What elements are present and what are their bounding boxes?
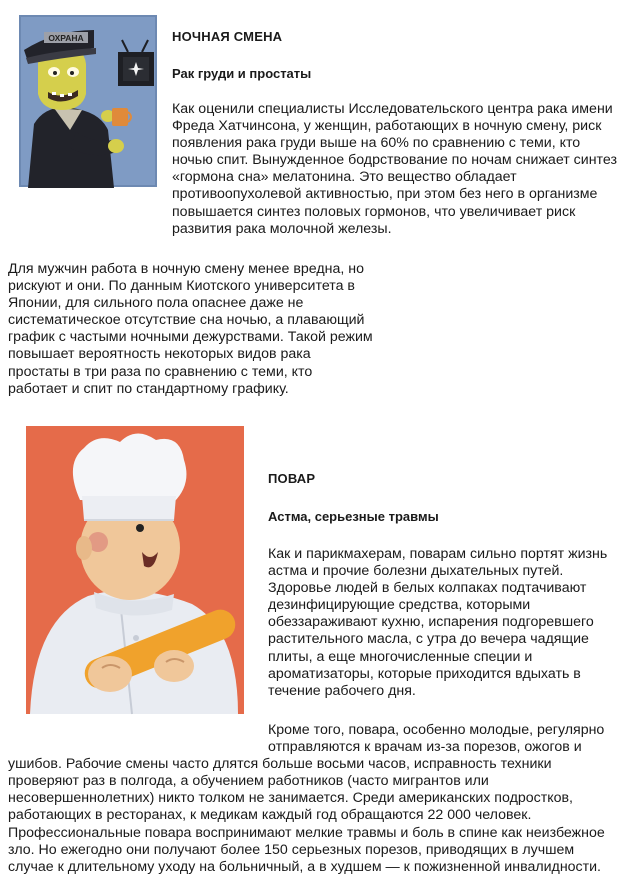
night-shift-paragraph-1: [8, 101, 620, 238]
night-shift-paragraph-1-text: Как оценили специалисты Исследовательского центра рака имени Фреда Хатчинсона, у женщин, работающих в ночную смену, риск появления рака груди выше на 60% по сравнению с теми, кто ночью спит. Вынужденное бодрствование по ночам снижает синтез «гормона сна» мелатонина. Это вещество обладает противоопухолевой активностью, при этом без него в организме повышается синтез половых гормонов, что увеличивает риск развития рака молочной железы.: [172, 101, 617, 237]
cook-paragraph-2: [8, 722, 620, 876]
cook-paragraph-1: Как и парикмахерам, поварам сильно портят жизнь астма и прочие болезни дыхательных путей. Здоровье людей в белых колпаках подтачивают дезинфицирующие средства, которыми обеззараживают кухню, испарения подгоревшего растительного масла, с утра до вечера чадящие плиты, а еще многочисленные специи и ароматизаторы, которые приходится вдыхать в течение рабочего дня.: [268, 546, 608, 699]
section-title-cook: ПОВАР: [268, 471, 316, 486]
night-shift-paragraph-2: Для мужчин работа в ночную смену менее вредна, но рискуют и они. По данным Киотского университета в Японии, для сильного пола опаснее даже не систематическое отсутствие сна ночью, а плавающий график с частыми ночными дежурствами. Такой режим повышает вероятность некоторых видов рака простаты в три раза по сравнению с теми, кто работает и спит по стандартному графику.: [8, 261, 373, 397]
cook-illustration: [24, 424, 246, 716]
section-subtitle-night-shift: Рак груди и простаты: [172, 66, 312, 81]
section-title-night-shift: НОЧНАЯ СМЕНА: [172, 29, 283, 44]
section-subtitle-cook: Астма, серьезные травмы: [268, 509, 439, 524]
guard-cap-badge: ОХРАНА: [48, 33, 84, 43]
cook-paragraph-2-text: Кроме того, повара, особенно молодые, регулярно отправляются к врачам из-за порезов, ожогов и ушибов. Рабочие смены часто длятся больше восьми часов, исправность техники проверяют раз в полгода, а обучением работников (часто мигрантов или несовершеннолетних) никто толком не занимается. Среди американских подростков, работающих в ресторанах, к медикам каждый год обращаются 22 000 человек. Профессиональные повара воспринимают мелкие травмы и боль в спине как неизбежное зло. Но ежегодно они получают более 150 серьезных порезов, приводящих в лучшем случае к длительному уходу на больничный, а в худшем — к пожизненной инвалидности.: [8, 722, 605, 875]
